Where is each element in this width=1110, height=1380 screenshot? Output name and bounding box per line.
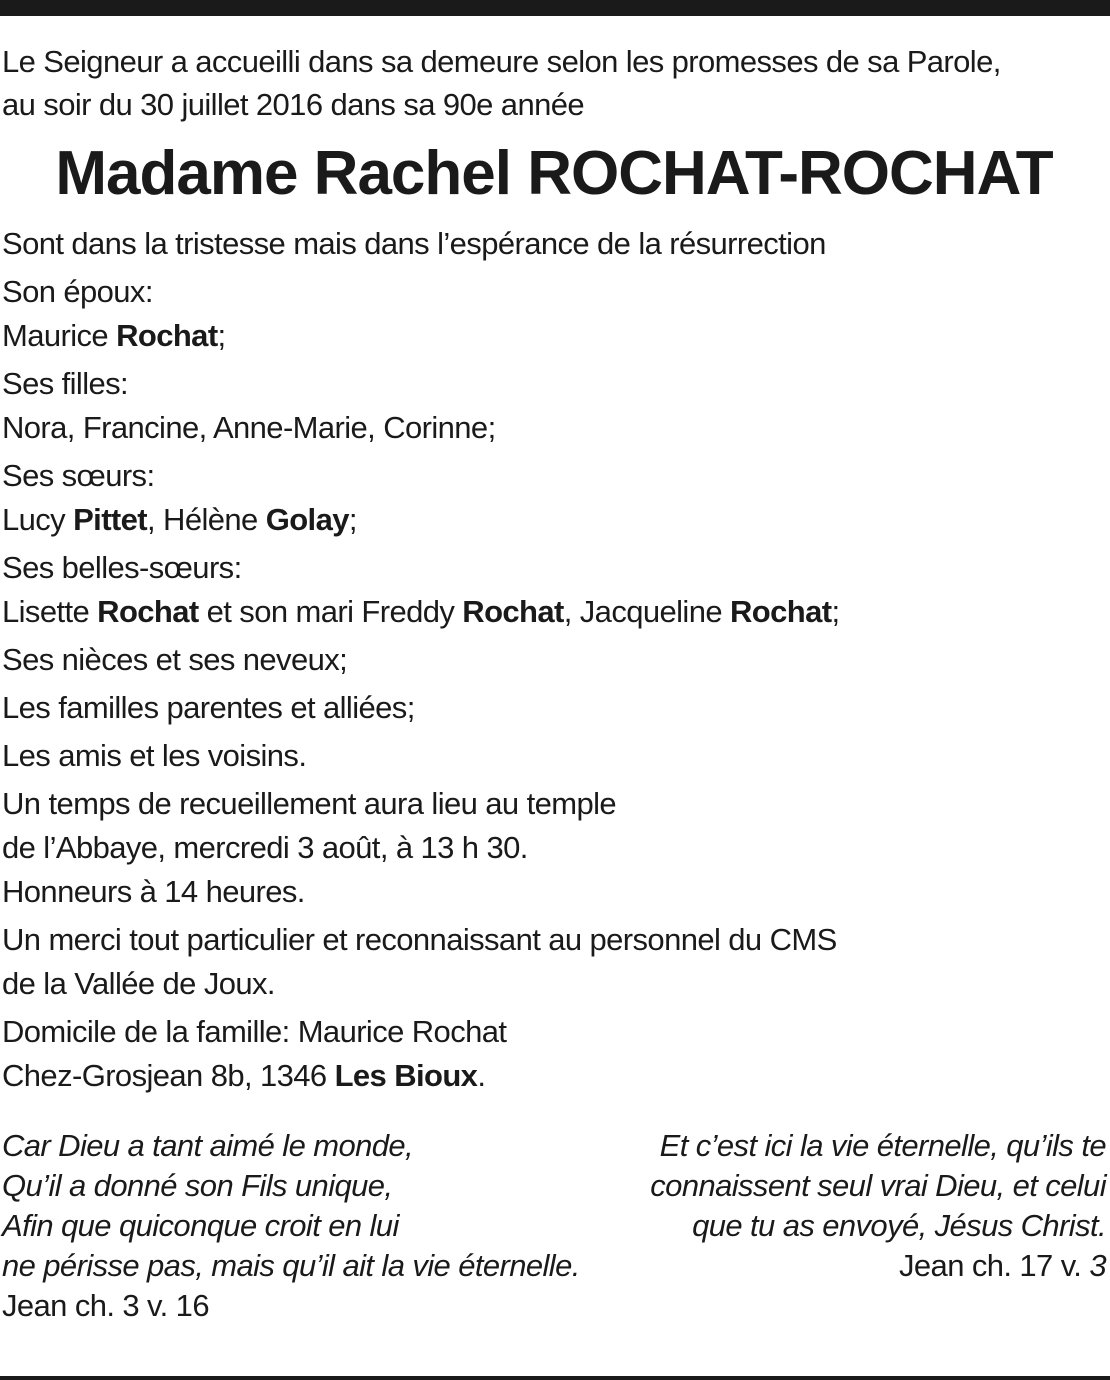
spouse-last-name: Rochat <box>116 318 218 353</box>
sisters-in-law-label: Ses belles-sœurs: <box>2 550 242 585</box>
deceased-name-title: Madame Rachel ROCHAT-ROCHAT <box>55 139 1053 208</box>
spouse-label: Son époux: <box>2 274 153 309</box>
sil-bold-2: Rochat <box>462 594 564 629</box>
thanks-note <box>2 918 1106 1006</box>
verse-right-ref-num: 3 <box>1089 1248 1106 1283</box>
sisters-names <box>2 498 1106 542</box>
daughters-names: Nora, Francine, Anne-Marie, Corinne; <box>2 410 496 445</box>
intro-line-1: Le Seigneur a accueilli dans sa demeure selon les promesses de sa Parole, <box>2 44 1001 79</box>
bible-verses <box>2 1126 1106 1326</box>
sister-1-first: Lucy <box>2 502 74 537</box>
intro-text <box>2 40 1106 126</box>
verse-left-reference: Jean ch. 3 v. 16 <box>2 1288 209 1323</box>
verse-left-line-3: Afin que quiconque croit en lui <box>2 1208 399 1243</box>
intro-line-2: au soir du 30 juillet 2016 dans sa 90e année <box>2 87 585 122</box>
sisters-section <box>2 454 1106 542</box>
domicile-line-1: Domicile de la famille: Maurice Rochat <box>2 1014 507 1049</box>
thanks-line-1: Un merci tout particulier et reconnaissant au personnel du CMS <box>2 922 837 957</box>
verse-left-line-1: Car Dieu a tant aimé le monde, <box>2 1128 414 1163</box>
ceremony-line-3: Honneurs à 14 heures. <box>2 874 305 909</box>
domicile-locality: Les Bioux <box>334 1058 478 1093</box>
spacer <box>2 1098 1106 1126</box>
verse-right-line-2: connaissent seul vrai Dieu, et celui <box>650 1168 1106 1203</box>
families-allied: Les familles parentes et alliées; <box>2 690 415 725</box>
top-rule <box>0 0 1110 16</box>
sisters-label: Ses sœurs: <box>2 458 155 493</box>
sil-text-1: Lisette <box>2 594 98 629</box>
sil-punct: ; <box>831 594 840 629</box>
spouse-first-name: Maurice <box>2 318 117 353</box>
sil-bold-3: Rochat <box>730 594 832 629</box>
verse-right-ref-text: Jean ch. 17 v. <box>899 1248 1090 1283</box>
sister-2-last: Golay <box>265 502 349 537</box>
sil-text-3: , Jacqueline <box>563 594 731 629</box>
verse-right-line-3: que tu as envoyé, Jésus Christ. <box>692 1208 1106 1243</box>
sister-1-last: Pittet <box>73 502 148 537</box>
family-domicile <box>2 1010 1106 1098</box>
spouse-punct: ; <box>217 318 226 353</box>
sister-2-first: , Hélène <box>147 502 266 537</box>
friends-neighbours: Les amis et les voisins. <box>2 738 307 773</box>
domicile-punct: . <box>477 1058 486 1093</box>
sil-text-2: et son mari Freddy <box>198 594 463 629</box>
sisters-in-law-names <box>2 590 1106 634</box>
daughters-label: Ses filles: <box>2 366 129 401</box>
verse-right-line-1: Et c’est ici la vie éternelle, qu’ils te <box>659 1128 1106 1163</box>
verse-john-3-16 <box>2 1126 580 1326</box>
domicile-line-2 <box>2 1054 1106 1098</box>
spouse-name <box>2 314 1106 358</box>
verse-right-reference <box>650 1246 1106 1286</box>
ceremony-line-1: Un temps de recueillement aura lieu au temple <box>2 786 617 821</box>
mourning-statement: Sont dans la tristesse mais dans l’espérance de la résurrection <box>2 226 826 261</box>
verse-left-line-2: Qu’il a donné son Fils unique, <box>2 1168 393 1203</box>
sisters-in-law-section <box>2 546 1106 634</box>
nieces-nephews: Ses nièces et ses neveux; <box>2 642 348 677</box>
obituary-notice <box>2 40 1106 1326</box>
daughters-section <box>2 362 1106 450</box>
domicile-address: Chez-Grosjean 8b, 1346 <box>2 1058 335 1093</box>
sil-bold-1: Rochat <box>97 594 199 629</box>
verse-john-17-3 <box>650 1126 1106 1326</box>
spouse-section <box>2 270 1106 358</box>
ceremony-line-2: de l’Abbaye, mercredi 3 août, à 13 h 30. <box>2 830 528 865</box>
sisters-punct: ; <box>348 502 357 537</box>
ceremony-info <box>2 782 1106 914</box>
thanks-line-2: de la Vallée de Joux. <box>2 966 275 1001</box>
verse-left-line-4: ne périsse pas, mais qu’il ait la vie éternelle. <box>2 1248 580 1283</box>
bottom-rule <box>0 1376 1110 1380</box>
